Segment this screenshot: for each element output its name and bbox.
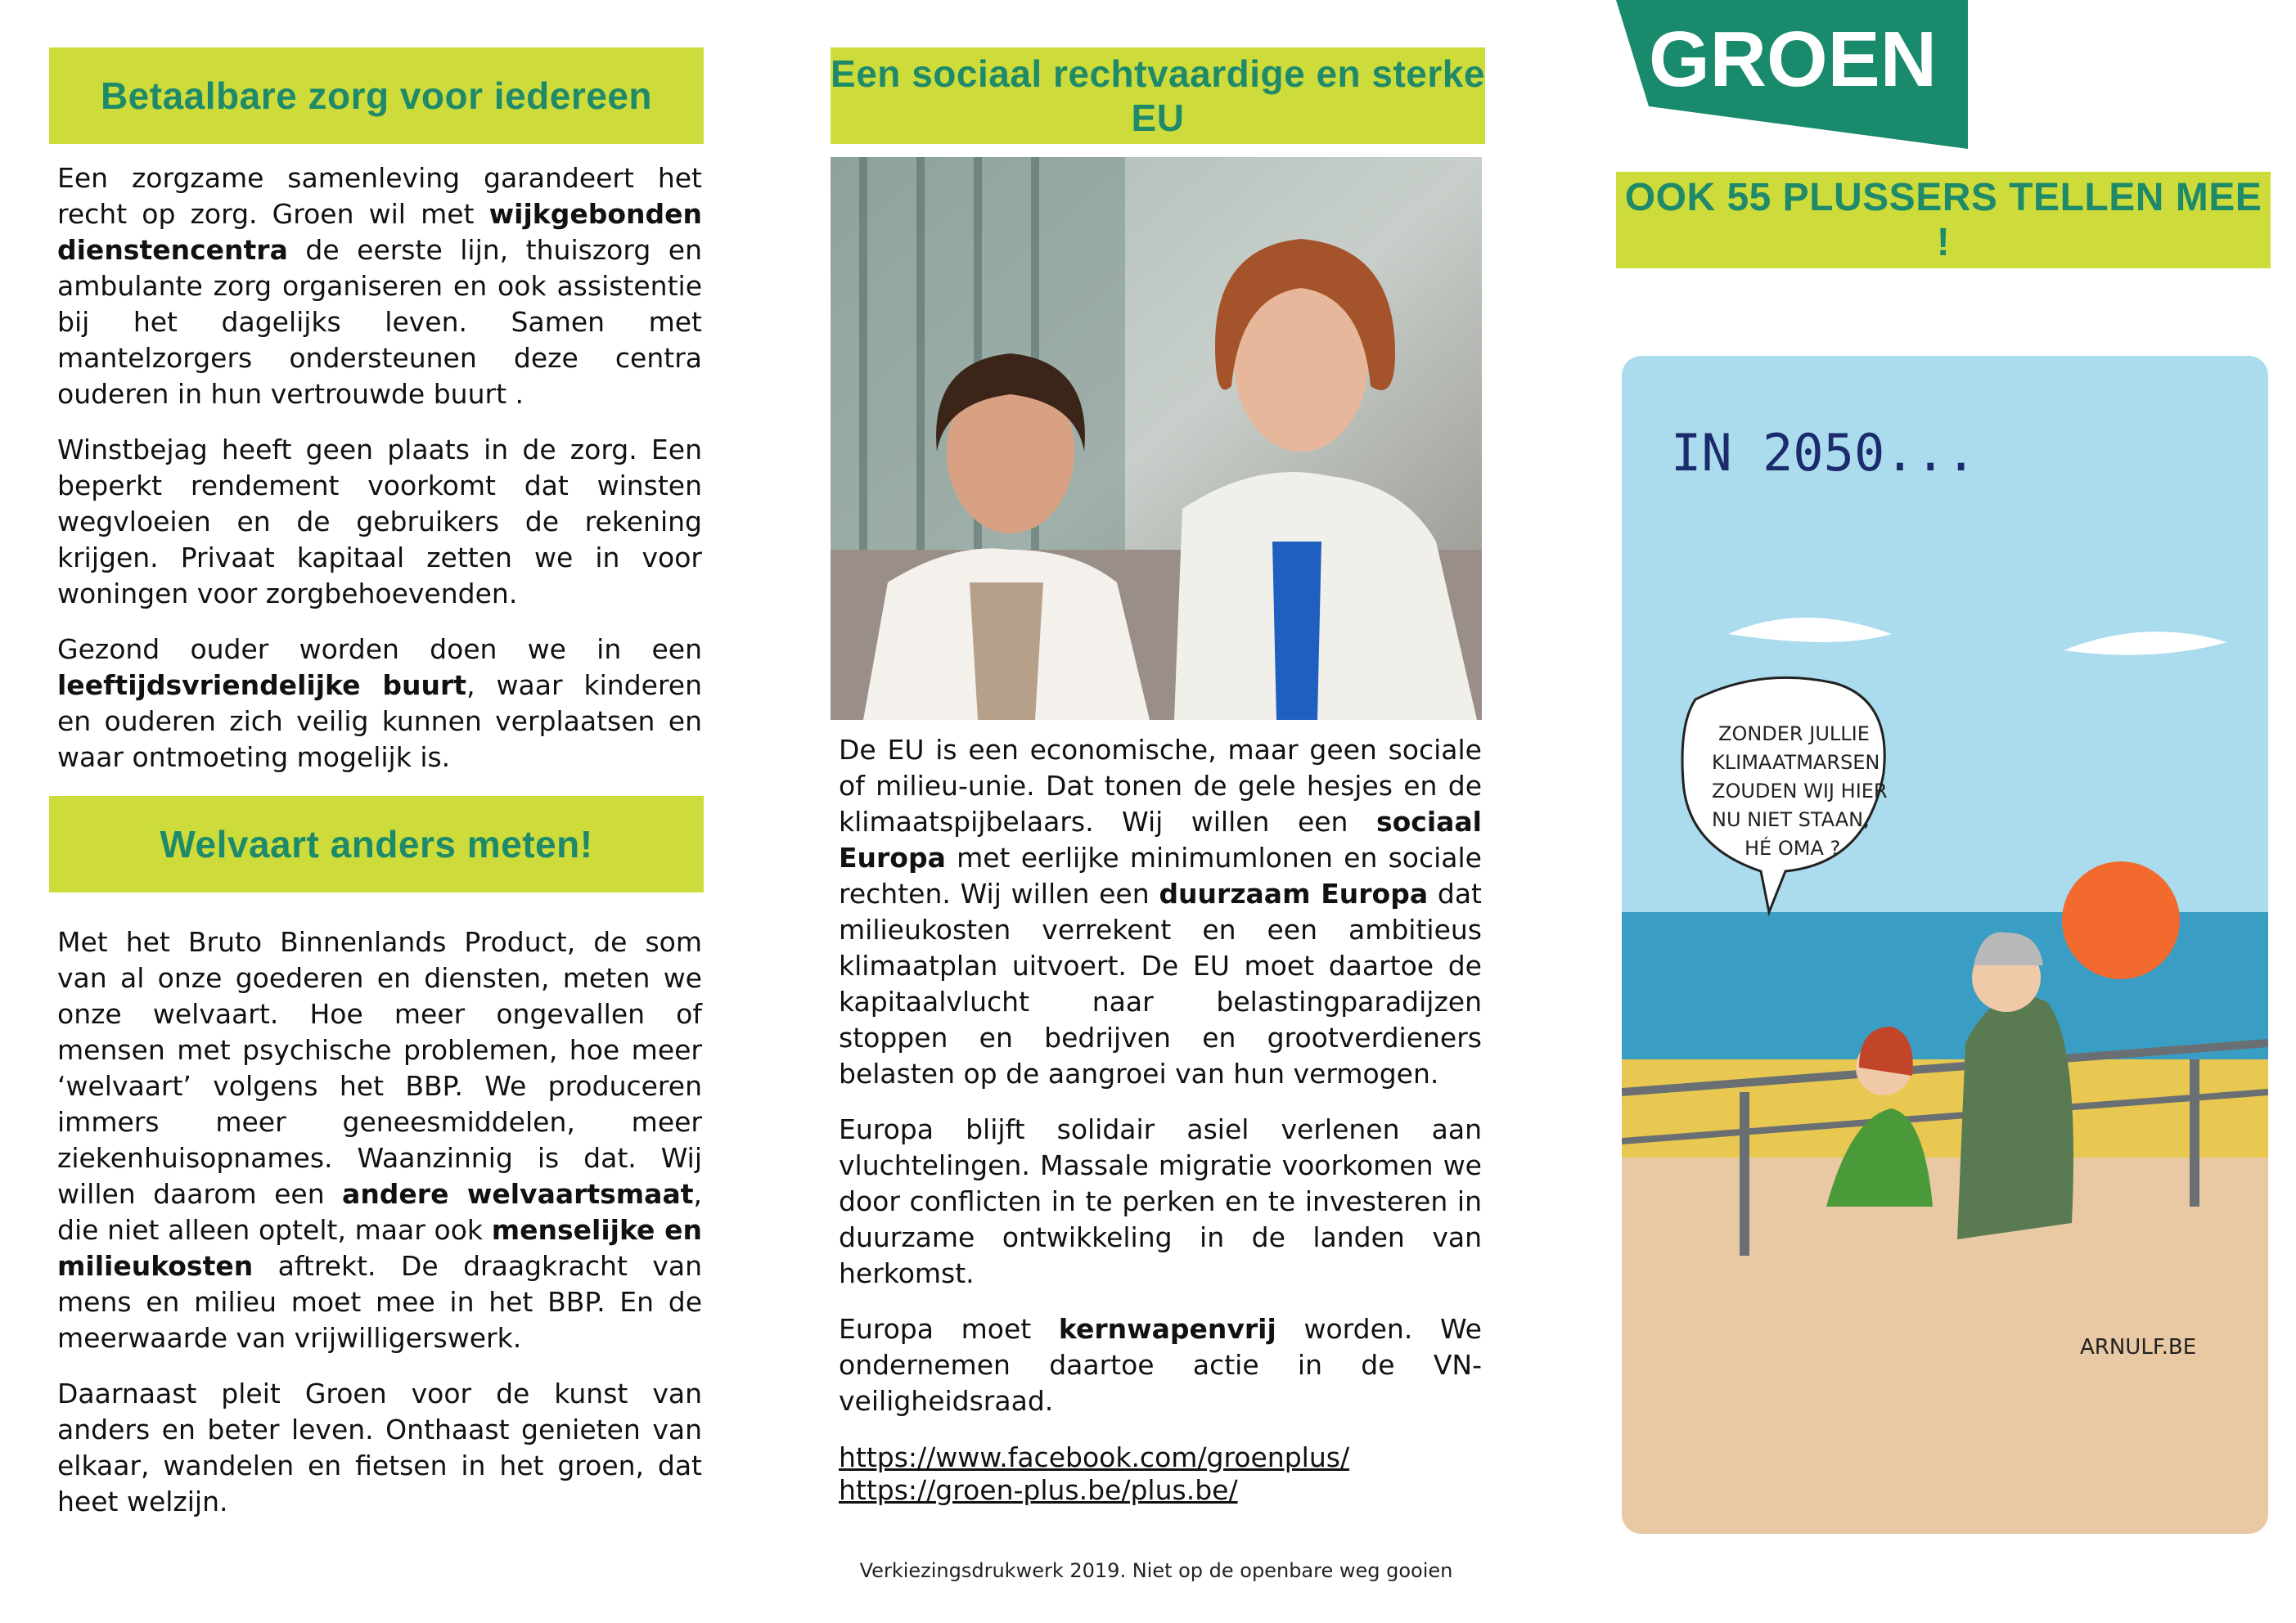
paragraph: Daarnaast pleit Groen voor de kunst van anders en beter leven. Onthaast genieten van elkaar, wandelen en fietsen in het groen, dat heet welzijn.: [57, 1378, 702, 1517]
paragraph: Gezond ouder worden doen we in een leeftijdsvriendelijke buurt, waar kinderen en ouderen zich veilig kunnen verplaatsen en waar ontmoeting mogelijk is.: [57, 633, 703, 773]
paragraph: De EU is een economische, maar geen sociale of milieu-unie. Dat tonen de gele hesjes en de klimaatspijbelaars. Wij willen een sociaal Europa met eerlijke minimumlonen en sociale rechten. Wij willen een duurzaam Europa dat milieukosten verrekent en een ambitieus klimaatplan uitvoert. De EU moet daartoe de kapitaalvlucht naar belastingparadijzen stoppen en bedrijven en grootverdieners belasten op de aangroei van hun vermogen.: [839, 734, 1482, 1090]
website-link[interactable]: https://groen-plus.be/plus.be/: [839, 1474, 1238, 1506]
tagline: OOK 55 PLUSSERS TELLEN MEE !: [1616, 172, 2271, 268]
facebook-link[interactable]: https://www.facebook.com/groenplus/: [839, 1441, 1350, 1473]
heading-welvaart: Welvaart anders meten!: [49, 796, 704, 892]
footer-disclaimer: Verkiezingsdrukwerk 2019. Niet op de openbare weg gooien: [859, 1559, 1453, 1582]
column-eu: [839, 732, 1482, 1439]
groen-logo: [1616, 0, 1968, 149]
cartoon-title: IN 2050...: [1671, 423, 1977, 483]
cartoon-signature: ARNULF.BE: [2080, 1335, 2197, 1360]
speech-line: HÉ OMA ?: [1745, 837, 1841, 860]
paragraph: Met het Bruto Binnenlands Product, de som van al onze goederen en diensten, meten we onze welvaart. Hoe meer ongevallen of mensen met psychische problemen, hoe meer ‘welvaart’ volgens het BBP. We produceren immers meer geneesmiddelen, meer ziekenhuisopnames. Waanzinnig is dat. Wij willen daarom een andere welvaartsmaat, die niet alleen optelt, maar ook menselijke en milieukosten aftrekt. De draagkracht van mens en milieu moet mee in het BBP. En de meerwaarde van vrijwilligerswerk.: [57, 926, 702, 1354]
speech-line: ZOUDEN WIJ HIER: [1712, 780, 1888, 803]
photo-candidates: [831, 157, 1482, 720]
paragraph: Winstbejag heeft geen plaats in de zorg. Een beperkt rendement voorkomt dat winsten wegvloeien en de gebruikers de rekening krijgen. Privaat kapitaal zetten we in voor woningen voor zorgbehoevenden.: [57, 434, 702, 609]
paragraph: Een zorgzame samenleving garandeert het recht op zorg. Groen wil met wijkgebonden dienstencentra de eerste lijn, thuiszorg en ambulante zorg organiseren en ook assistentie bij het dagelijks leven. Samen met mantelzorgers ondersteunen deze centra ouderen in hun vertrouwde buurt .: [57, 162, 702, 410]
heading-zorg: Betaalbare zorg voor iedereen: [49, 47, 704, 144]
paragraph: Europa blijft solidair asiel verlenen aan vluchtelingen. Massale migratie voorkomen we door conflicten in te perken en te investeren in duurzame ontwikkeling in de landen van herkomst.: [839, 1113, 1482, 1289]
paragraph: Europa moet kernwapenvrij worden. We ondernemen daartoe actie in de VN-veiligheidsraad.: [839, 1313, 1482, 1417]
heading-eu: Een sociaal rechtvaardige en sterke EU: [831, 47, 1485, 144]
links: [839, 1441, 1482, 1507]
logo-text: GROEN: [1649, 16, 1938, 103]
speech-line: ZONDER JULLIE: [1718, 722, 1870, 745]
speech-line: NU NIET STAAN,: [1712, 808, 1870, 831]
cartoon-illustration: [1622, 356, 2268, 1534]
speech-line: KLIMAATMARSEN: [1712, 751, 1880, 774]
column-welvaart: [57, 924, 702, 1540]
column-zorg: [57, 160, 702, 795]
